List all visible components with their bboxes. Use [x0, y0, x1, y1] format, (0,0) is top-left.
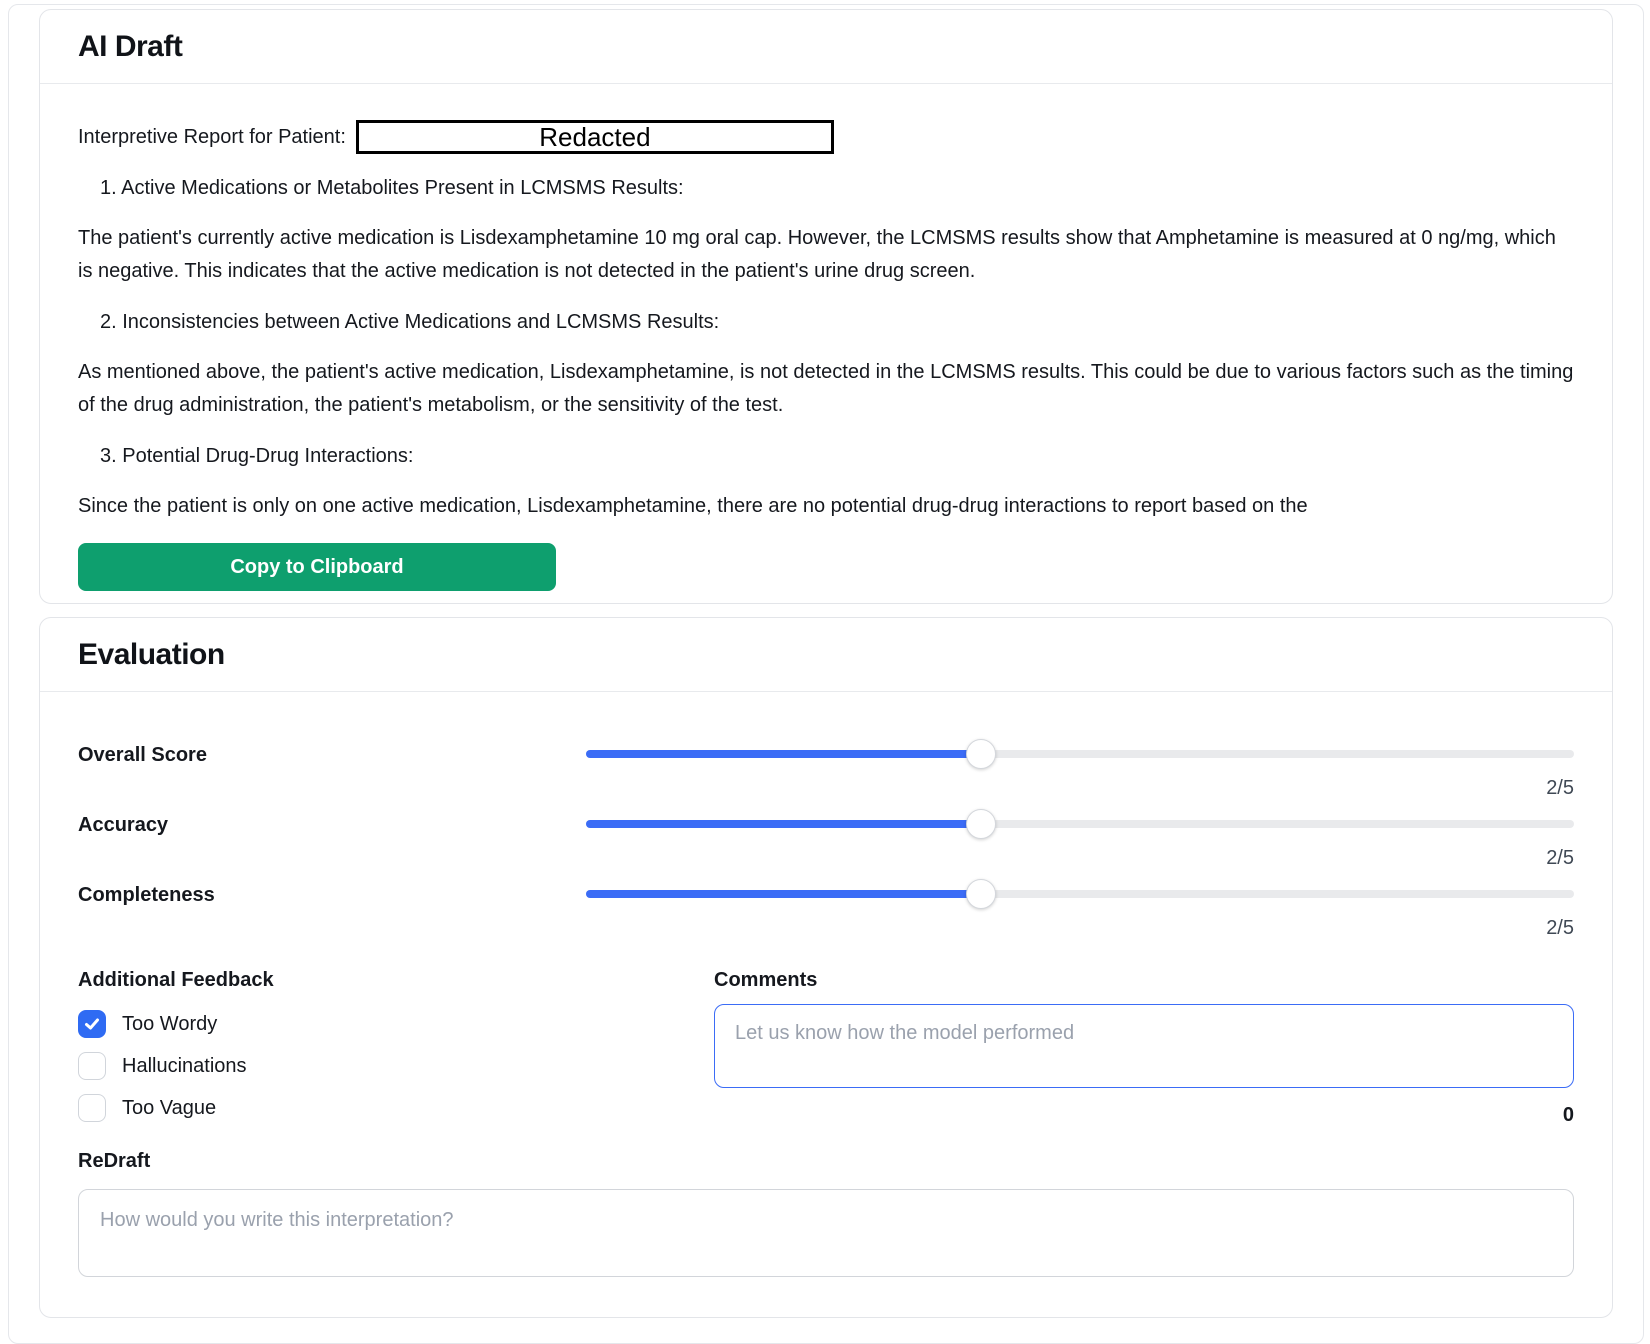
slider-group	[78, 732, 1574, 942]
comments-char-count: 0	[1562, 1104, 1574, 1126]
report-section-heading: 2. Inconsistencies between Active Medications and LCMSMS Results:	[100, 311, 720, 333]
evaluation-header	[40, 618, 1612, 692]
slider-thumb[interactable]	[966, 739, 996, 769]
redraft-block	[78, 1149, 1574, 1277]
slider-label: Completeness	[78, 884, 215, 906]
report-section-paragraph: The patient's currently active medication is Lisdexamphetamine 10 mg oral cap. However, the LCMSMS results show that Amphetamine is measured at 0 ng/mg, which is negative. This indicates that the active medication is not detected in the patient's urine drug screen.	[78, 227, 1556, 282]
additional-feedback-label: Additional Feedback	[78, 969, 274, 991]
comments-input[interactable]	[714, 1004, 1574, 1088]
checkbox-unchecked-icon[interactable]	[78, 1052, 106, 1080]
copy-to-clipboard-button[interactable]: Copy to Clipboard	[78, 543, 556, 591]
additional-feedback-column	[78, 968, 714, 1127]
slider-accuracy[interactable]	[586, 809, 1574, 839]
slider-row-completeness	[78, 872, 1574, 942]
slider-row-overall-score	[78, 732, 1574, 802]
checkbox-label: Too Wordy	[122, 1012, 218, 1035]
slider-fill	[586, 750, 981, 758]
redraft-input[interactable]	[78, 1189, 1574, 1277]
checkbox-unchecked-icon[interactable]	[78, 1094, 106, 1122]
slider-row-accuracy	[78, 802, 1574, 872]
checkbox-label: Hallucinations	[122, 1054, 247, 1077]
checkbox-too-vague[interactable]	[78, 1094, 714, 1122]
report-sections	[78, 174, 1574, 523]
slider-fill	[586, 890, 981, 898]
feedback-checkbox-group	[78, 1010, 714, 1122]
slider-value: 2/5	[1546, 777, 1574, 799]
slider-fill	[586, 820, 981, 828]
checkbox-too-wordy[interactable]	[78, 1010, 714, 1038]
checkbox-label: Too Vague	[122, 1096, 217, 1119]
report-line	[78, 120, 1574, 154]
evaluation-body	[40, 692, 1612, 1317]
redraft-label: ReDraft	[78, 1150, 151, 1172]
ai-draft-body	[40, 84, 1612, 603]
ai-draft-card	[39, 9, 1613, 604]
ai-draft-header	[40, 10, 1612, 84]
redacted-patient-name: Redacted	[356, 120, 834, 154]
slider-thumb[interactable]	[966, 809, 996, 839]
slider-value: 2/5	[1546, 917, 1574, 939]
comments-label: Comments	[714, 969, 818, 991]
evaluation-card	[39, 617, 1613, 1318]
ai-draft-title: AI Draft	[78, 30, 183, 63]
checkbox-hallucinations[interactable]	[78, 1052, 714, 1080]
report-patient-label: Interpretive Report for Patient:	[78, 125, 346, 148]
report-section-heading: 3. Potential Drug-Drug Interactions:	[100, 445, 414, 467]
report-section-paragraph: Since the patient is only on one active medication, Lisdexamphetamine, there are no potential drug-drug interactions to report based on the	[78, 495, 1308, 517]
slider-value: 2/5	[1546, 847, 1574, 869]
feedback-comments-row	[78, 968, 1574, 1127]
comments-column	[714, 968, 1574, 1127]
slider-completeness[interactable]	[586, 879, 1574, 909]
report-section-heading: 1. Active Medications or Metabolites Present in LCMSMS Results:	[100, 177, 684, 199]
report-section-paragraph: As mentioned above, the patient's active medication, Lisdexamphetamine, is not detected in the LCMSMS results. This could be due to various factors such as the timing of the drug administration, the patient's metabolism, or the sensitivity of the test.	[78, 361, 1574, 416]
slider-thumb[interactable]	[966, 879, 996, 909]
check-icon	[83, 1015, 101, 1033]
page-container	[8, 4, 1644, 1344]
slider-label: Accuracy	[78, 814, 169, 836]
slider-overall-score[interactable]	[586, 739, 1574, 769]
slider-label: Overall Score	[78, 744, 207, 766]
evaluation-title: Evaluation	[78, 638, 225, 671]
checkbox-checked-icon[interactable]	[78, 1010, 106, 1038]
